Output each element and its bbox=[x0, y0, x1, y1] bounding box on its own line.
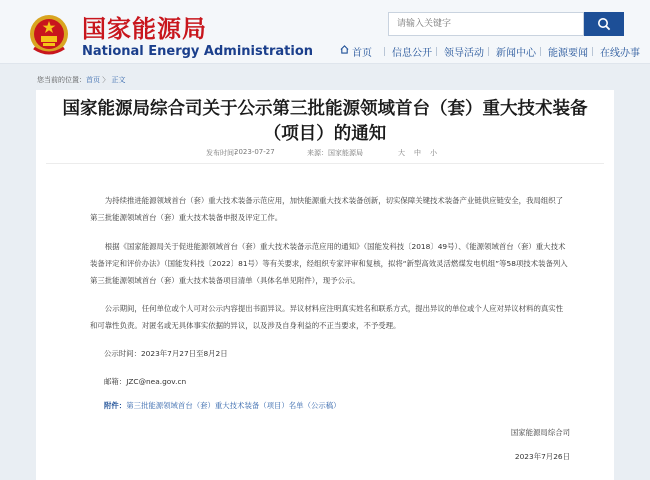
breadcrumb-separator: 〉 bbox=[102, 76, 110, 84]
nav-divider bbox=[592, 47, 593, 56]
nav-divider bbox=[488, 47, 489, 56]
period-value: 2023年7月27日至8月2日 bbox=[140, 349, 228, 358]
page-title: 国家能源局综合司关于公示第三批能源领域首台（套）重大技术装备（项目）的通知 bbox=[62, 99, 588, 144]
article-meta bbox=[36, 148, 614, 160]
signature: 国家能源局综合司 bbox=[510, 428, 570, 437]
article-card bbox=[36, 90, 614, 480]
font-size-small[interactable]: 小 bbox=[430, 149, 437, 157]
home-icon bbox=[340, 45, 349, 54]
nav-item-info[interactable]: 信息公开 bbox=[392, 48, 432, 59]
font-size-large[interactable]: 大 bbox=[398, 149, 405, 157]
main-nav bbox=[340, 44, 650, 60]
search-button[interactable] bbox=[584, 12, 624, 36]
breadcrumb bbox=[37, 75, 125, 85]
email-value: JZC@nea.gov.cn bbox=[126, 377, 187, 386]
nav-item-leaders[interactable]: 领导活动 bbox=[444, 48, 484, 59]
publish-label: 发布时间： bbox=[206, 149, 241, 157]
nav-divider bbox=[436, 47, 437, 56]
article-paragraph: 为持续推进能源领域首台（套）重大技术装备示范应用，加快能源重大技术装备创新，切实保障关键技术装备产业链供应链安全，我局组织了第三批能源领域首台（套）重大技术装备申报及评定工作。 bbox=[90, 196, 564, 222]
period-label: 公示时间： bbox=[104, 349, 141, 358]
article-paragraph: 根据《国家能源局关于促进能源领域首台（套）重大技术装备示范应用的通知》（国能发科技〔2018〕49号）、《能源领域首台（套）重大技术装备评定和评价办法》（国能发科技〔2022〕81号）等有关要求，经组织专家评审和复核，拟将“新型高效灵活燃煤发电机组”等58项技术装备列入第三批能源领域首台（套）重大技术装备项目清单（具体名单见附件），现予公示。 bbox=[90, 242, 568, 285]
sign-date: 2023年7月26日 bbox=[514, 452, 570, 461]
breadcrumb-prefix: 您当前的位置： bbox=[37, 76, 86, 84]
nav-item-services[interactable]: 在线办事 bbox=[600, 48, 640, 59]
source-name: 国家能源局 bbox=[328, 149, 363, 157]
site-title-en[interactable]: National Energy Administration bbox=[82, 44, 314, 59]
email-line bbox=[104, 376, 186, 387]
national-emblem-icon[interactable] bbox=[28, 12, 70, 56]
nav-item-home[interactable]: 首页 bbox=[352, 48, 372, 59]
nav-item-energy-news[interactable]: 能源要闻 bbox=[548, 48, 588, 59]
attachment-line bbox=[104, 400, 341, 411]
attachment-link[interactable]: 第三批能源领域首台（套）重大技术装备（项目）名单（公示稿） bbox=[126, 401, 341, 410]
breadcrumb-home-link[interactable]: 首页 bbox=[86, 76, 100, 84]
attachment-label: 附件： bbox=[104, 401, 127, 410]
source-label: 来源： bbox=[307, 149, 328, 157]
font-size-medium[interactable]: 中 bbox=[414, 149, 421, 157]
publish-date: 2023-07-27 bbox=[234, 148, 275, 156]
article-paragraph: 公示期间，任何单位或个人可对公示内容提出书面异议。异议材料应注明真实姓名和联系方式，提出异议的单位或个人应对异议材料的真实性和可靠性负责。对匿名或无具体事实依据的异议，以及涉及自身利益的不正当要求，不予受理。 bbox=[90, 304, 564, 330]
search-icon bbox=[597, 17, 611, 31]
breadcrumb-current-link[interactable]: 正文 bbox=[111, 76, 126, 84]
search-input[interactable] bbox=[388, 12, 584, 36]
meta-divider bbox=[46, 163, 604, 164]
nav-divider bbox=[384, 47, 385, 56]
site-title-cn[interactable]: 国家能源局 bbox=[82, 15, 207, 43]
email-label: 邮箱： bbox=[104, 377, 127, 386]
site-header bbox=[0, 0, 650, 64]
nav-item-news[interactable]: 新闻中心 bbox=[496, 48, 536, 59]
nav-divider bbox=[540, 47, 541, 56]
period-line bbox=[104, 348, 228, 359]
